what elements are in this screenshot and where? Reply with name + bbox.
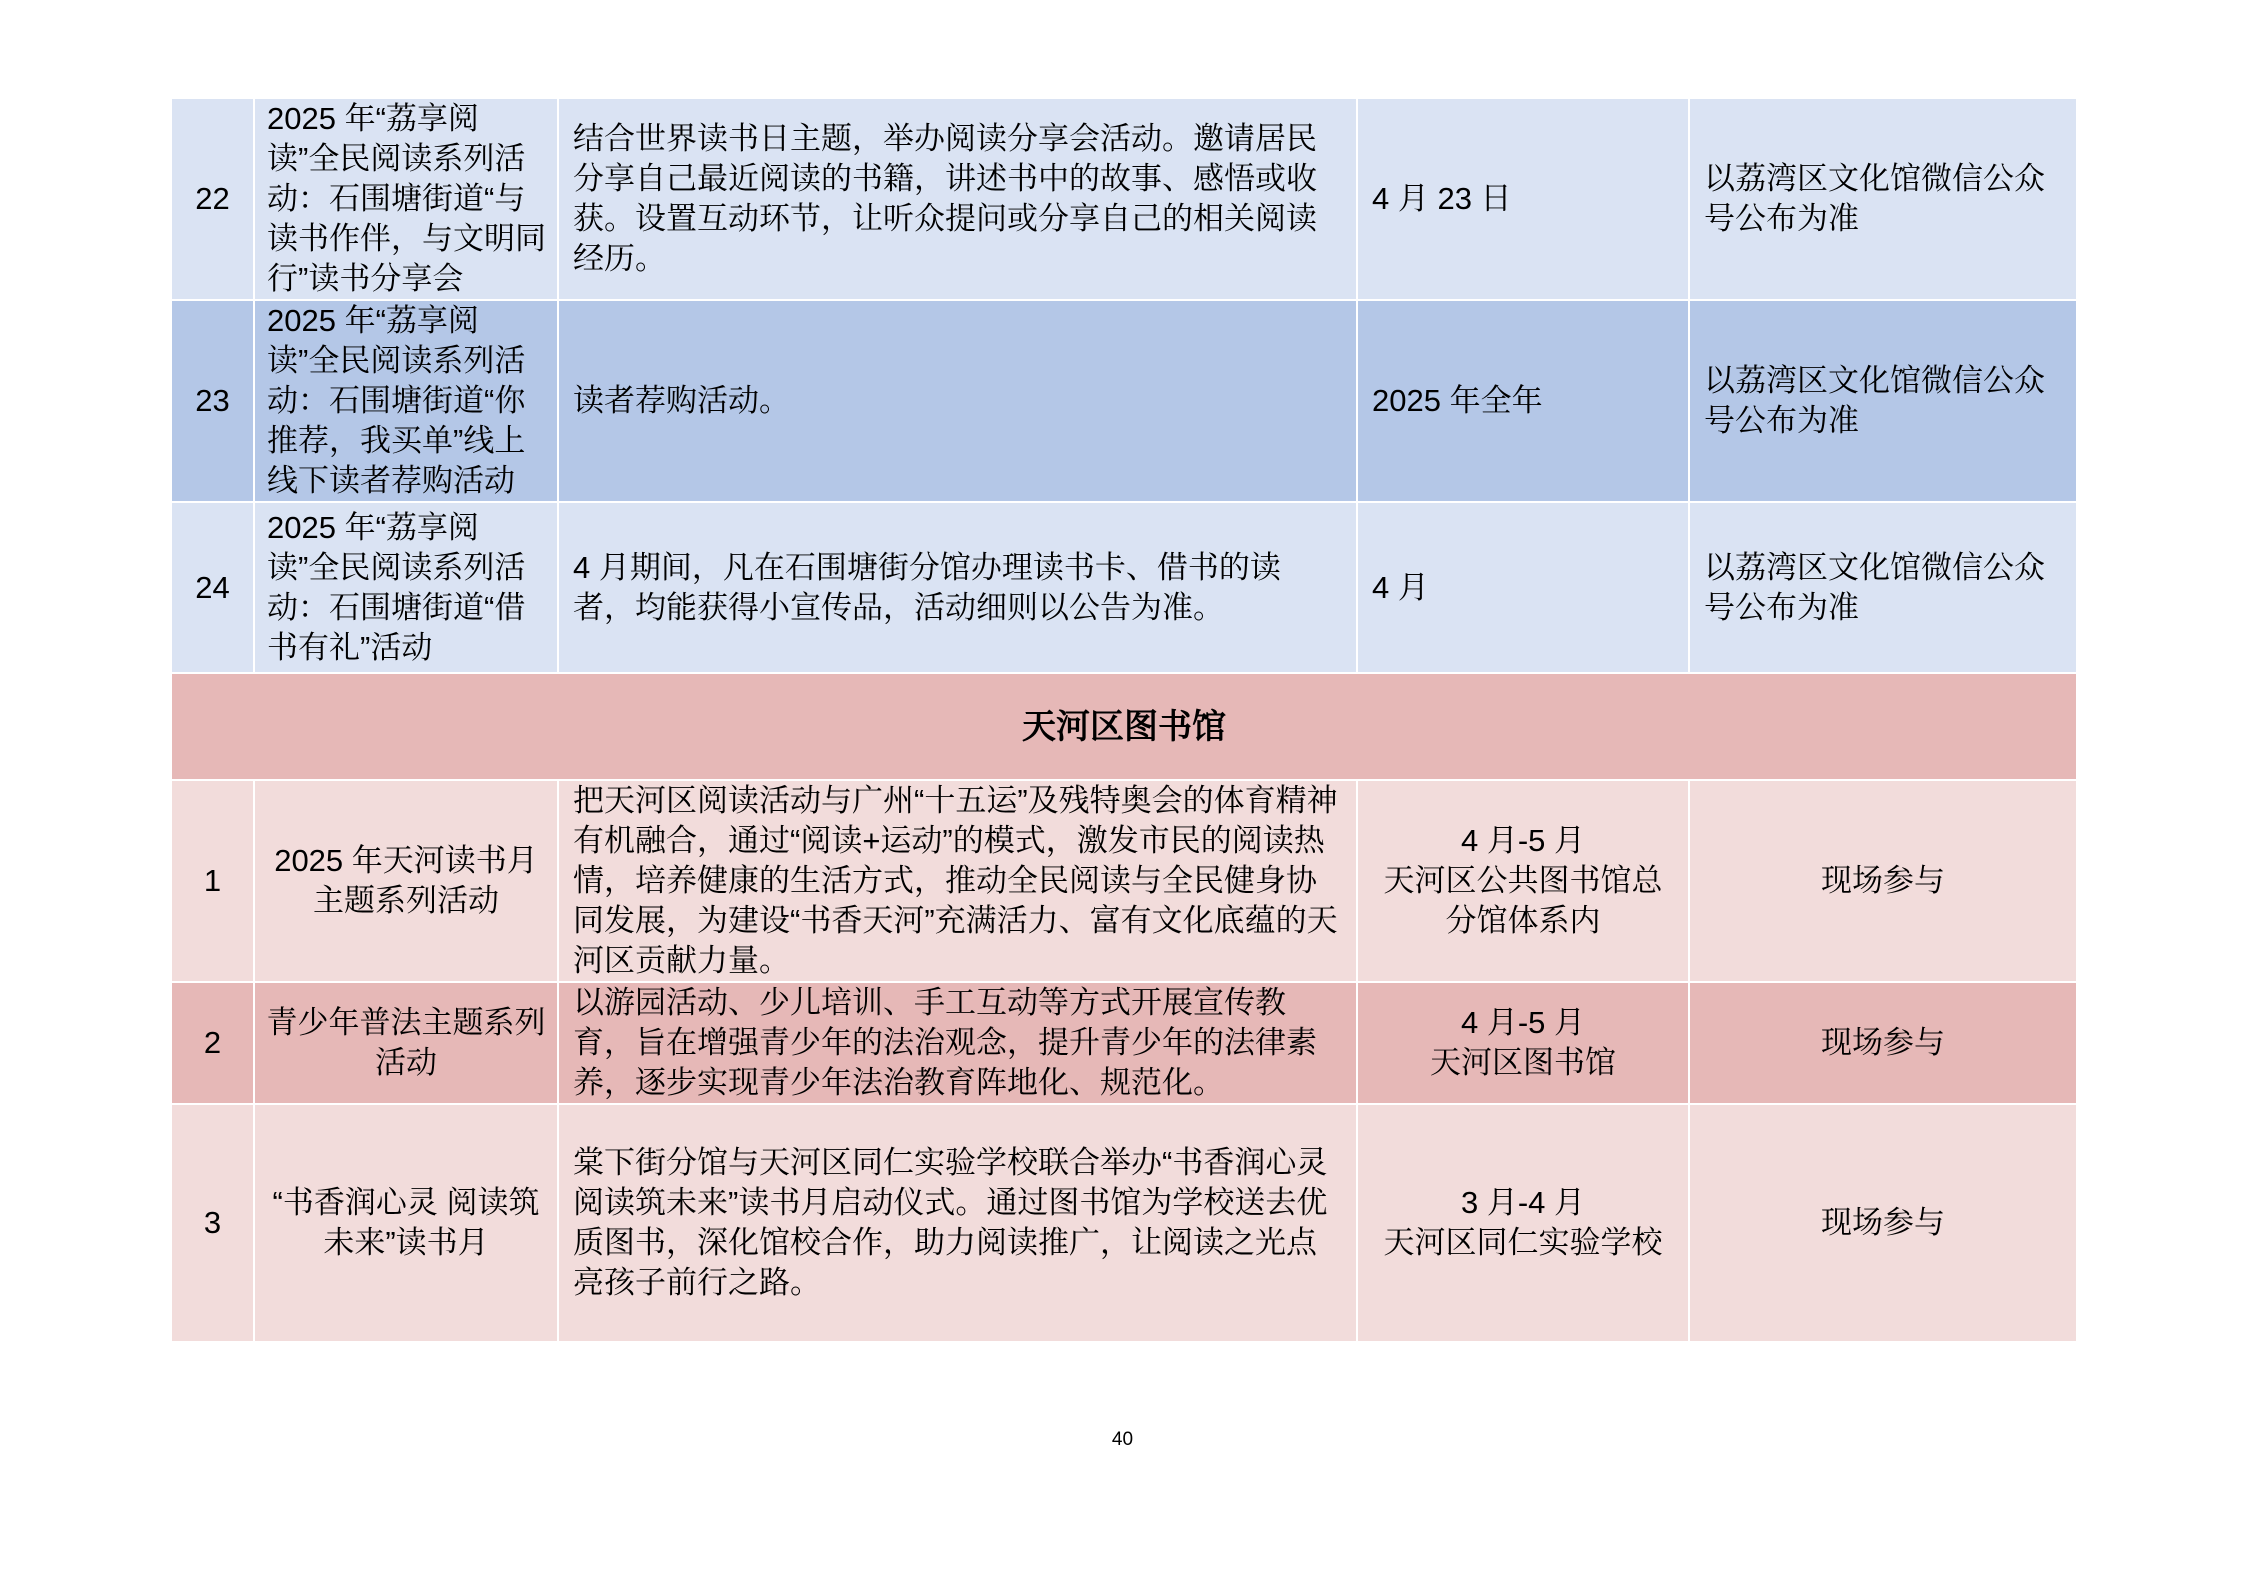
participation-method: 现场参与 [1689, 982, 2077, 1104]
participation-method: 现场参与 [1689, 780, 2077, 982]
participation-method: 现场参与 [1689, 1104, 2077, 1342]
activity-content: 棠下街分馆与天河区同仁实验学校联合举办“书香润心灵 阅读筑未来”读书月启动仪式。通过图书馆为学校送去优质图书，深化馆校合作，助力阅读推广，让阅读之光点亮孩子前行之路。 [558, 1104, 1357, 1342]
row-number: 24 [171, 502, 254, 673]
page-number: 40 [1111, 1429, 1134, 1450]
activity-content: 把天河区阅读活动与广州“十五运”及残特奥会的体育精神有机融合，通过“阅读+运动”的模式，激发市民的阅读热情，培养健康的生活方式，推动全民阅读与全民健身协同发展，为建设“书香天河”充满活力、富有文化底蕴的天河区贡献力量。 [558, 780, 1357, 982]
activity-table [170, 97, 2078, 1343]
row-number: 1 [171, 780, 254, 982]
activity-content: 读者荐购活动。 [558, 300, 1357, 502]
activity-time-venue [1357, 1104, 1689, 1342]
activity-content: 4 月期间，凡在石围塘街分馆办理读书卡、借书的读者，均能获得小宣传品，活动细则以公告为准。 [558, 502, 1357, 673]
activity-time-venue [1357, 982, 1689, 1104]
activity-content: 以游园活动、少儿培训、手工互动等方式开展宣传教育，旨在增强青少年的法治观念，提升青少年的法律素养，逐步实现青少年法治教育阵地化、规范化。 [558, 982, 1357, 1104]
activity-name: 2025 年天河读书月主题系列活动 [254, 780, 558, 982]
row-number: 23 [171, 300, 254, 502]
section-header-row [171, 673, 2077, 780]
activity-name: 2025 年“荔享阅读”全民阅读系列活动：石围塘街道“借书有礼”活动 [254, 502, 558, 673]
activity-date: 4 月-5 月 [1460, 823, 1586, 858]
table-row [171, 780, 2077, 982]
activity-time: 2025 年全年 [1357, 300, 1689, 502]
table-row [171, 98, 2077, 300]
activity-name: “书香润心灵 阅读筑未来”读书月 [254, 1104, 558, 1342]
activity-date: 3 月-4 月 [1460, 1185, 1586, 1220]
activity-venue: 天河区图书馆 [1430, 1045, 1616, 1080]
row-number: 3 [171, 1104, 254, 1342]
table-row [171, 982, 2077, 1104]
activity-venue: 天河区同仁实验学校 [1383, 1225, 1663, 1260]
table-row [171, 300, 2077, 502]
activity-name: 青少年普法主题系列活动 [254, 982, 558, 1104]
participation-method: 以荔湾区文化馆微信公众号公布为准 [1689, 502, 2077, 673]
activity-date: 4 月-5 月 [1460, 1005, 1586, 1040]
activity-time-venue [1357, 780, 1689, 982]
row-number: 22 [171, 98, 254, 300]
activity-time: 4 月 [1357, 502, 1689, 673]
row-number: 2 [171, 982, 254, 1104]
participation-method: 以荔湾区文化馆微信公众号公布为准 [1689, 98, 2077, 300]
participation-method: 以荔湾区文化馆微信公众号公布为准 [1689, 300, 2077, 502]
activity-name: 2025 年“荔享阅读”全民阅读系列活动：石围塘街道“与读书作伴，与文明同行”读书分享会 [254, 98, 558, 300]
section-title: 天河区图书馆 [171, 673, 2077, 780]
activity-venue: 天河区公共图书馆总分馆体系内 [1383, 863, 1663, 938]
activity-time: 4 月 23 日 [1357, 98, 1689, 300]
activity-name: 2025 年“荔享阅读”全民阅读系列活动：石围塘街道“你推荐，我买单”线上线下读者荐购活动 [254, 300, 558, 502]
table-row [171, 502, 2077, 673]
table-row [171, 1104, 2077, 1342]
activity-content: 结合世界读书日主题，举办阅读分享会活动。邀请居民分享自己最近阅读的书籍，讲述书中的故事、感悟或收获。设置互动环节，让听众提问或分享自己的相关阅读经历。 [558, 98, 1357, 300]
